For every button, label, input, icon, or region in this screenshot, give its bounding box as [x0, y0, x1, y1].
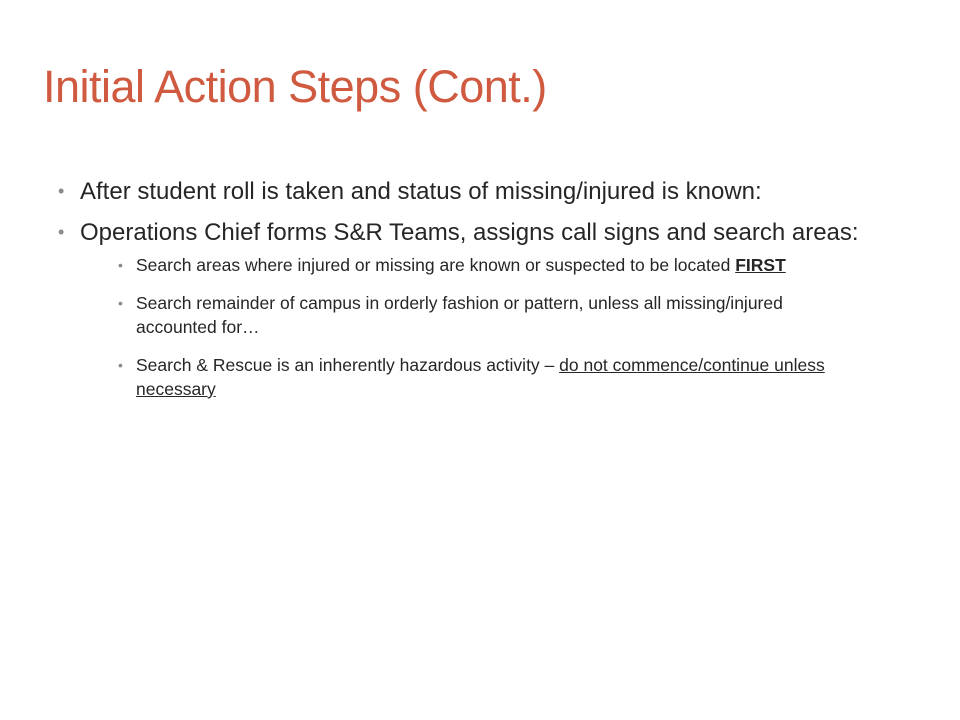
sub-bullet-list: [118, 253, 858, 401]
bullet-item-2: [58, 216, 878, 401]
bullet-item-1-text: After student roll is taken and status of missing/injured is known:: [80, 178, 762, 205]
sub-bullet-item-3: [118, 353, 858, 401]
sub-bullet-item-2-text: Search remainder of campus in orderly fashion or pattern, unless all missing/injured accounted for…: [136, 293, 783, 337]
bullet-list: [58, 175, 878, 415]
sub-bullet-dot-icon: •: [118, 295, 123, 311]
bullet-item-1: [58, 175, 878, 208]
sub-bullet-dot-icon: •: [118, 357, 123, 373]
emphasis-do-not-commence: do not commence/continue unless necessary: [136, 355, 825, 399]
slide-title: Initial Action Steps (Cont.): [43, 61, 547, 112]
bullet-dot-icon: •: [58, 222, 65, 242]
sub-bullet-dot-icon: •: [118, 257, 123, 273]
bullet-item-2-text: Operations Chief forms S&R Teams, assigns call signs and search areas:: [80, 219, 859, 246]
sub-bullet-item-1: [118, 253, 858, 277]
sub-bullet-item-1-text: Search areas where injured or missing are known or suspected to be located: [136, 255, 736, 275]
bullet-dot-icon: •: [58, 181, 65, 201]
emphasis-first: FIRST: [735, 255, 786, 275]
sub-bullet-item-2: [118, 291, 858, 339]
sub-bullet-item-3-text: Search & Rescue is an inherently hazardous activity –: [136, 355, 560, 375]
